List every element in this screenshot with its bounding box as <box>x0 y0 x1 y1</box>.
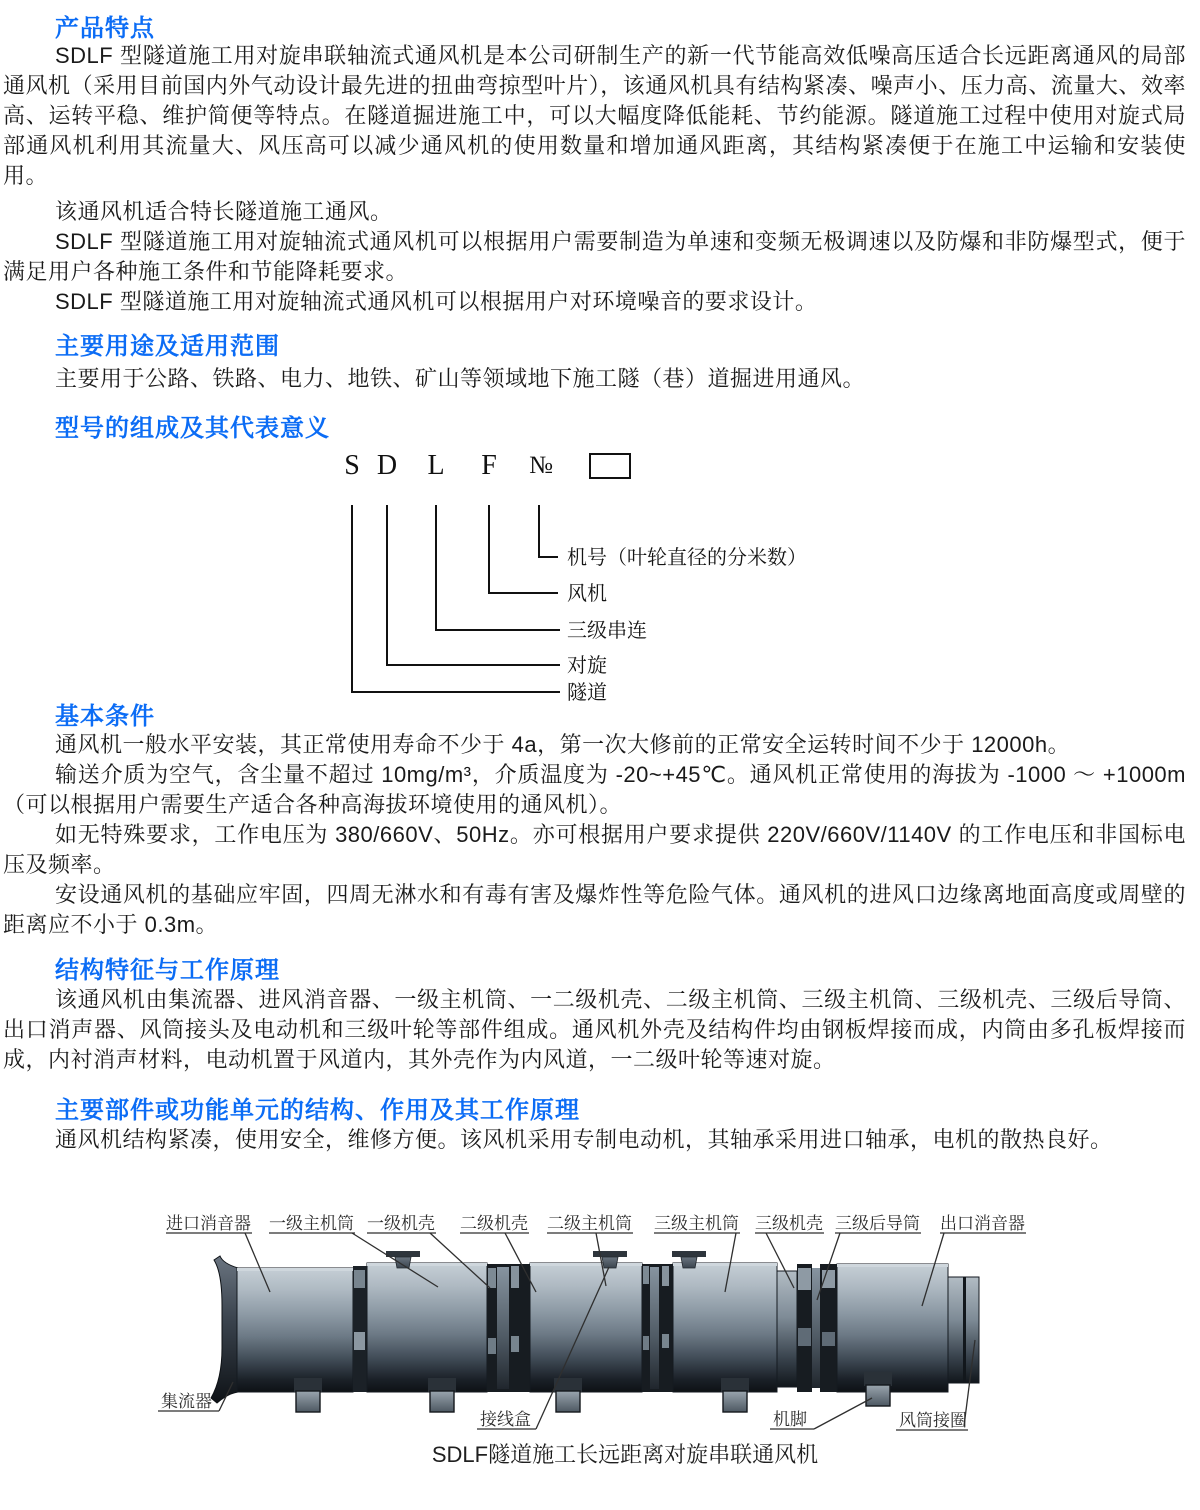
label-stage1-casing: 一级机壳 <box>367 1214 435 1233</box>
duct-ring-inner <box>948 1277 965 1383</box>
label-stage3-guide: 三级后导筒 <box>835 1214 920 1233</box>
label-foot: 机脚 <box>773 1410 807 1429</box>
section-top-strip <box>367 1263 487 1266</box>
label-collector: 集流器 <box>161 1392 212 1411</box>
casing-column <box>812 1268 820 1388</box>
section-outlet-silencer <box>837 1264 948 1392</box>
model-letter-l: L <box>427 450 445 481</box>
casing-patch <box>643 1266 649 1284</box>
casing-patch <box>511 1266 519 1288</box>
model-line-f <box>489 505 558 593</box>
foot <box>428 1378 456 1412</box>
casing-patch <box>662 1266 669 1286</box>
structure-heading: 结构特征与工作原理 <box>55 957 280 984</box>
model-label-counter-rotating: 对旋 <box>567 655 607 677</box>
model-line-no <box>539 505 558 557</box>
casing-patch <box>511 1336 519 1352</box>
foot <box>721 1378 749 1412</box>
features-heading: 产品特点 <box>55 15 155 42</box>
casing-patch <box>488 1338 496 1354</box>
paragraph-features-3: SDLF 型隧道施工用对旋轴流式通风机可以根据用户需要制造为单速和变频无极调速以及防爆和非防爆型式，便于满足用户各种施工条件和节能降耗要求。 <box>3 229 1186 284</box>
label-stage3-barrel: 三级主机筒 <box>654 1214 739 1233</box>
model-label-fan-number: 机号（叶轮直径的分米数） <box>567 547 807 569</box>
section-top-strip <box>237 1268 353 1271</box>
paragraph-usage: 主要用于公路、铁路、电力、地铁、矿山等领域地下施工隧（巷）道掘进用通风。 <box>55 366 866 391</box>
foot <box>294 1378 322 1412</box>
paragraph-features-1: SDLF 型隧道施工用对旋串联轴流式通风机是本公司研制生产的新一代节能高效低噪高压适合长远距离通风的局部通风机（采用目前国内外气动设计最先进的扭曲弯掠型叶片），该通风机具有结构紧凑、噪声小、压力高、流量大、效率高、运转平稳、维护简便等特点。在隧道掘进施工中，可以大幅度降低能耗、节约能源。隧道施工过程中使用对旋式局部通风机利用其流量大、风压高可以减少通风机的使用数量和增加通风距离，其结构紧凑便于在施工中运输和安装使用。 <box>3 43 1186 188</box>
label-inlet-silencer: 进口消音器 <box>166 1214 251 1233</box>
label-junction-box: 接线盒 <box>480 1410 531 1429</box>
paragraph-basic-4: 安设通风机的基础应牢固，四周无淋水和有毒有害及爆炸性等危险气体。通风机的进风口边缘离地面高度或周壁的距离应不小于 0.3m。 <box>3 882 1186 937</box>
paragraph-structure: 该通风机由集流器、进风消音器、一级主机筒、一二级机壳、二级主机筒、三级主机筒、三级机壳、三级后导筒、出口消声器、风筒接头及电动机和三级叶轮等部件组成。通风机外壳及结构件均由钢板焊接而成，内筒由多孔板焊接而成，内衬消声材料，电动机置于风道内，其外壳作为内风道，一二级叶轮等速对旋。 <box>3 987 1186 1072</box>
basic-conditions-heading: 基本条件 <box>55 703 155 730</box>
label-stage2-barrel: 二级主机筒 <box>547 1214 632 1233</box>
model-label-three-stage: 三级串连 <box>567 620 647 642</box>
section-top-strip <box>837 1264 948 1267</box>
section-stage2-barrel <box>530 1263 642 1392</box>
casing-column <box>650 1267 659 1389</box>
label-stage3-casing: 三级机壳 <box>755 1214 823 1233</box>
paragraph-parts: 通风机结构紧凑，使用安全，维修方便。该风机采用专制电动机，其轴承采用进口轴承，电机的散热良好。 <box>55 1127 1113 1152</box>
casing-patch <box>798 1328 811 1346</box>
fan-assembly-drawing <box>0 1200 1200 1495</box>
label-stage2-casing: 二级机壳 <box>460 1214 528 1233</box>
bell-mouth <box>211 1256 238 1403</box>
fan-body <box>211 1251 979 1412</box>
label-duct-ring: 风筒接圈 <box>899 1411 967 1430</box>
paragraph-basic-3: 如无特殊要求，工作电压为 380/660V、50Hz。亦可根据用户要求提供 220V/660V/1140V 的工作电压和非国标电压及频率。 <box>3 822 1186 877</box>
casing-patch <box>822 1332 835 1346</box>
model-letter-d: D <box>376 450 398 481</box>
paragraph-basic-1: 通风机一般水平安装，其正常使用寿命不少于 4a，第一次大修前的正常安全运转时间不少于 12000h。 <box>55 732 1071 757</box>
model-letter-f: F <box>481 450 497 481</box>
model-label-fan: 风机 <box>567 583 607 605</box>
paragraph-basic-2: 输送介质为空气，含尘量不超过 10mg/m³，介质温度为 -20~+45℃。通风机正常使用的海拔为 -1000 ～ +1000m（可以根据用户需要生产适合各种高海拔环境使用的通风机）。 <box>3 762 1186 817</box>
section-stage1-barrel <box>367 1263 487 1392</box>
model-line-s <box>352 505 560 692</box>
section-stage3-barrel <box>673 1263 777 1392</box>
casing-patch <box>662 1334 669 1348</box>
model-heading: 型号的组成及其代表意义 <box>55 415 330 442</box>
casing-patch <box>798 1268 811 1290</box>
casing-column <box>497 1267 509 1389</box>
casing-patch <box>488 1268 496 1288</box>
label-stage1-barrel: 一级主机筒 <box>269 1214 354 1233</box>
model-line-d <box>387 505 560 665</box>
model-label-tunnel: 隧道 <box>567 682 607 702</box>
parts-heading: 主要部件或功能单元的结构、作用及其工作原理 <box>55 1097 580 1124</box>
foot <box>864 1372 892 1406</box>
model-size-box <box>590 454 630 478</box>
label-outlet-silencer: 出口消音器 <box>940 1214 1025 1233</box>
section-inlet-silencer <box>237 1268 353 1392</box>
foot <box>554 1378 582 1412</box>
section-top-strip <box>530 1263 642 1266</box>
flange-patch <box>354 1270 365 1288</box>
paragraph-features-4: SDLF 型隧道施工用对旋轴流式通风机可以根据用户对环境噪音的要求设计。 <box>55 289 818 314</box>
flange-patch <box>354 1332 365 1350</box>
stage3-casing <box>777 1271 797 1387</box>
model-letter-no: № <box>529 452 553 479</box>
casing-patch <box>643 1336 649 1350</box>
model-composition-diagram <box>0 440 900 702</box>
paragraph-features-2: 该通风机适合特长隧道施工通风。 <box>55 199 393 224</box>
model-line-l <box>436 505 560 630</box>
duct-ring-seam <box>963 1277 966 1383</box>
model-letter-s: S <box>344 450 360 481</box>
drawing-caption: SDLF隧道施工长远距离对旋串联通风机 <box>431 1442 819 1467</box>
usage-heading: 主要用途及适用范围 <box>55 333 280 360</box>
